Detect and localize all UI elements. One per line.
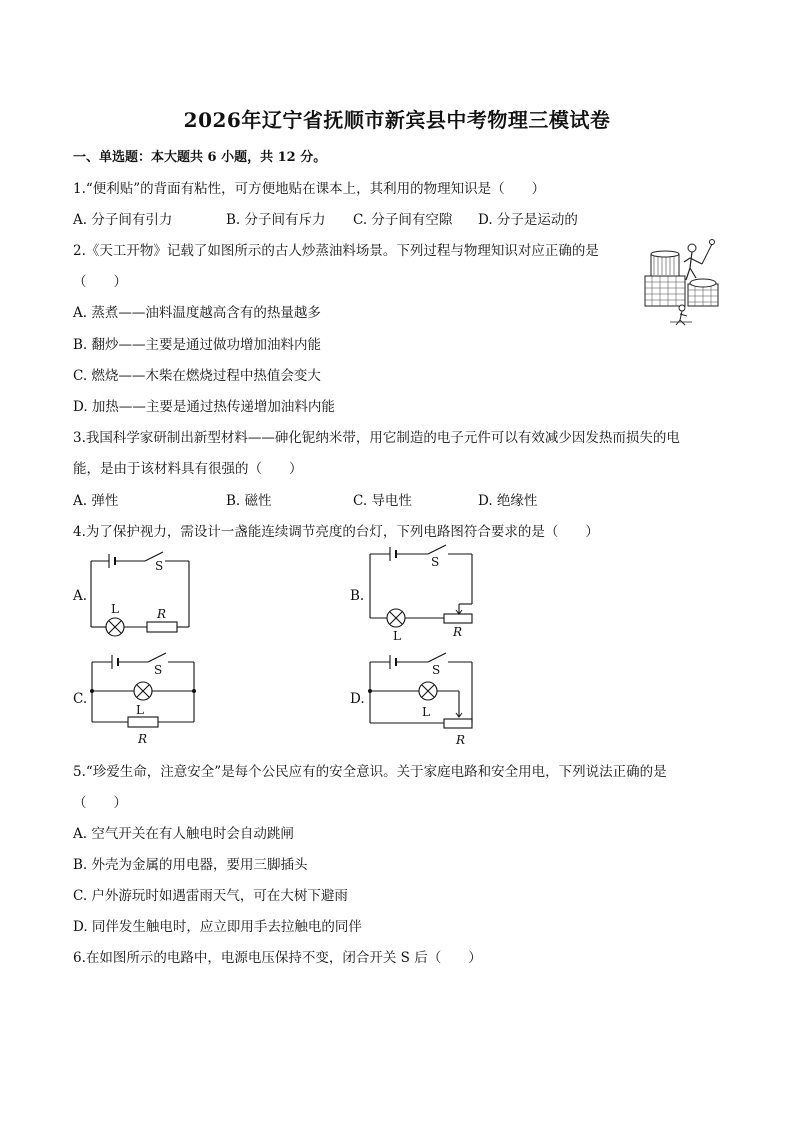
circuit-d-resistor-label: R [456, 733, 466, 747]
circuit-a-resistor-label: R [157, 607, 167, 621]
q2-option-d: D. 加热——主要是通过热传递增加油料内能 [73, 399, 335, 415]
question-3-stem-cont: 能，是由于该材料具有很强的（ ） [73, 461, 303, 477]
question-5-stem: 5.“珍爱生命，注意安全”是每个公民应有的安全意识。关于家庭电路和安全用电，下列说法正确的是 [73, 764, 667, 780]
circuit-d-diagram [364, 650, 476, 748]
question-4-stem: 4.为了保护视力，需设计一盏能连续调节亮度的台灯，下列电路图符合要求的是（ ） [73, 524, 599, 540]
page-title: 2026年辽宁省抚顺市新宾县中考物理三模试卷 [183, 108, 611, 132]
circuit-a-lamp-label: L [111, 602, 119, 616]
circuit-c-diagram [86, 650, 198, 748]
circuit-b-lamp-label: L [393, 629, 401, 642]
q3-option-a: A. 弹性 [73, 493, 119, 509]
circuit-a-diagram [85, 546, 195, 640]
circuit-b-diagram [364, 542, 476, 642]
circuit-a-switch-label: S [155, 559, 164, 573]
circuit-c-resistor-label: R [138, 732, 148, 746]
q3-option-b: B. 磁性 [226, 493, 272, 509]
q3-option-c: C. 导电性 [353, 493, 412, 509]
q5-option-b: B. 外壳为金属的用电器，要用三脚插头 [73, 857, 308, 873]
circuit-c-switch-label: S [154, 663, 163, 677]
question-6-stem: 6.在如图所示的电路中，电源电压保持不变，闭合开关 S 后（ ） [73, 950, 482, 966]
question-2-paren: （ ） [73, 274, 127, 290]
circuit-b-resistor-label: R [453, 625, 463, 639]
q1-option-b: B. 分子间有斥力 [226, 212, 326, 228]
circuit-c-label: C. [73, 691, 88, 707]
q2-option-b: B. 翻炒——主要是通过做功增加油料内能 [73, 337, 322, 353]
oil-frying-illustration [640, 236, 722, 326]
q2-option-c: C. 燃烧——木柴在燃烧过程中热值会变大 [73, 368, 321, 384]
question-2-stem: 2.《天工开物》记载了如图所示的古人炒蒸油料场景。下列过程与物理知识对应正确的是 [73, 243, 599, 259]
circuit-c-lamp-label: L [136, 703, 144, 717]
question-1-stem: 1.“便利贴”的背面有粘性，可方便地贴在课本上，其利用的物理知识是（ ） [73, 181, 546, 197]
circuit-b-label: B. [350, 588, 365, 604]
q5-option-c: C. 户外游玩时如遇雷雨天气，可在大树下避雨 [73, 888, 348, 904]
q1-option-a: A. 分子间有引力 [73, 212, 173, 228]
q3-option-d: D. 绝缘性 [478, 493, 538, 509]
section-heading: 一、单选题：本大题共 6 小题，共 12 分。 [73, 150, 327, 165]
circuit-d-lamp-label: L [422, 705, 430, 719]
circuit-d-label: D. [350, 691, 365, 707]
q5-option-a: A. 空气开关在有人触电时会自动跳闸 [73, 826, 294, 842]
q1-option-c: C. 分子间有空隙 [353, 212, 453, 228]
question-3-stem: 3.我国科学家研制出新型材料——砷化铌纳米带，用它制造的电子元件可以有效减少因发热而损失的电 [73, 430, 680, 446]
q5-option-d: D. 同伴发生触电时，应立即用手去拉触电的同伴 [73, 919, 362, 935]
question-5-paren: （ ） [73, 795, 127, 811]
circuit-a-label: A. [73, 588, 88, 604]
q2-option-a: A. 蒸煮——油料温度越高含有的热量越多 [73, 305, 321, 321]
circuit-b-switch-label: S [431, 555, 440, 569]
circuit-d-switch-label: S [432, 663, 441, 677]
q1-option-d: D. 分子是运动的 [478, 212, 578, 228]
